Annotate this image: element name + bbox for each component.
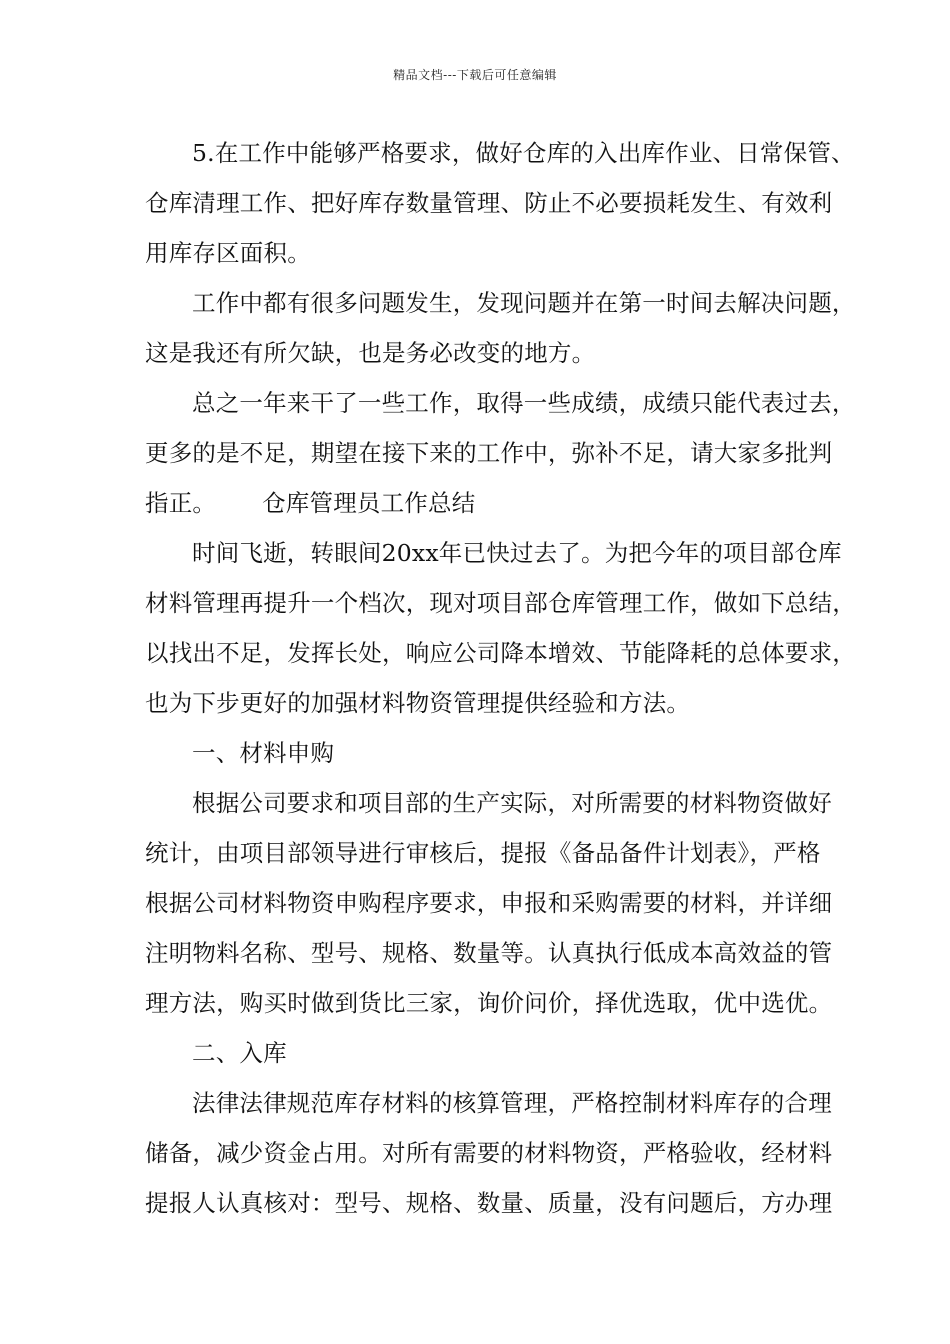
text-line — [145, 278, 856, 328]
page-header: 精品文档---下载后可任意编辑 — [393, 68, 557, 82]
text-line — [145, 978, 835, 1028]
text-line — [145, 378, 856, 428]
text-line — [145, 678, 835, 728]
text-line-content: 材料管理再提升一个档次，现对项目部仓库管理工作，做如下总结， — [145, 589, 856, 617]
text-line-content: 一、材料申购 — [192, 739, 335, 767]
text-line — [145, 128, 855, 178]
text-line-content: 二、入库 — [192, 1039, 287, 1067]
text-line — [145, 478, 835, 528]
text-line — [145, 228, 835, 278]
text-line — [145, 1178, 835, 1228]
text-line — [145, 1078, 835, 1128]
text-line-content: 也为下步更好的加强材料物资管理提供经验和方法。 — [145, 689, 691, 717]
text-line — [145, 928, 835, 978]
text-line-content: 以找出不足，发挥长处，响应公司降本增效、节能降耗的总体要求， — [145, 639, 856, 667]
text-line-content: 更多的是不足，期望在接下来的工作中，弥补不足，请大家多批判 — [145, 439, 833, 467]
document-body — [145, 128, 856, 1228]
text-line-content: 理方法，购买时做到货比三家，询价问价，择优选取，优中选优。 — [145, 989, 833, 1017]
text-line-content: 根据公司材料物资申购程序要求，申报和采购需要的材料，并详细 — [145, 889, 833, 917]
text-line-content: 指正。 — [145, 489, 217, 517]
text-line — [145, 428, 835, 478]
text-line-content: 用库存区面积。 — [145, 239, 311, 267]
text-line — [145, 728, 835, 778]
text-line — [145, 328, 835, 378]
text-line — [145, 578, 856, 628]
text-line — [145, 1128, 835, 1178]
text-line — [145, 528, 842, 578]
text-line-content: 根据公司要求和项目部的生产实际，对所需要的材料物资做好 — [192, 789, 832, 817]
text-line-content: 总之一年来干了一些工作，取得一些成绩，成绩只能代表过去， — [192, 389, 856, 417]
text-line-content: 工作中都有很多问题发生，发现问题并在第一时间去解决问题， — [192, 289, 856, 317]
text-line — [145, 828, 835, 878]
text-line-content: 5.在工作中能够严格要求，做好仓库的入出库作业、日常保管、 — [192, 139, 855, 167]
text-line-content: 统计，由项目部领导进行审核后，提报《备品备件计划表》，严格 — [145, 839, 821, 867]
text-line-content: 时间飞逝，转眼间20xx年已快过去了。为把今年的项目部仓库 — [192, 539, 842, 567]
text-line-content: 提报人认真核对：型号、规格、数量、质量，没有问题后，方办理 — [145, 1189, 833, 1217]
text-line-content: 仓库清理工作、把好库存数量管理、防止不必要损耗发生、有效利 — [145, 189, 833, 217]
text-line-content: 注明物料名称、型号、规格、数量等。认真执行低成本高效益的管 — [145, 939, 833, 967]
text-line-content: 这是我还有所欠缺，也是务必改变的地方。 — [145, 339, 596, 367]
text-line — [145, 778, 835, 828]
text-line — [145, 178, 835, 228]
text-line-content: 储备，减少资金占用。对所有需要的材料物资，严格验收，经材料 — [145, 1139, 833, 1167]
text-line — [145, 628, 856, 678]
text-line — [145, 878, 835, 928]
text-line — [145, 1028, 835, 1078]
text-line-content: 法律法律规范库存材料的核算管理，严格控制材料库存的合理 — [192, 1089, 832, 1117]
section-title: 仓库管理员工作总结 — [262, 489, 476, 517]
